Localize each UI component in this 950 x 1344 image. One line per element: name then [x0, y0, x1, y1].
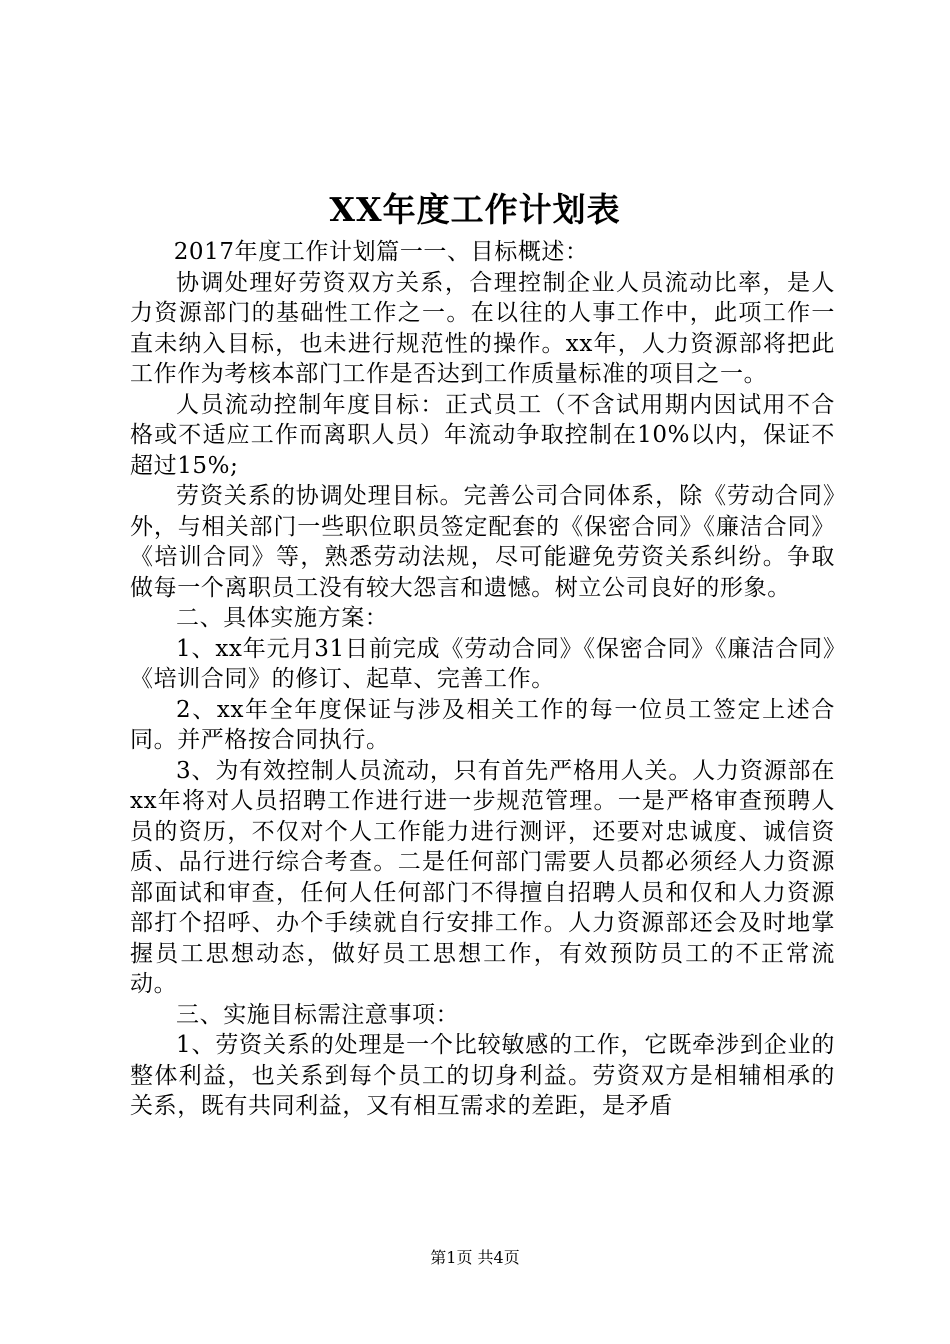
document-body — [130, 237, 835, 1122]
paragraph: 协调处理好劳资双方关系，合理控制企业人员流动比率，是人力资源部门的基础性工作之一。在以往的人事工作中，此项工作一直未纳入目标，也未进行规范性的操作。xx年，人力资源部将把此工作作为考核本部门工作是否达到工作质量标准的项目之一。 — [130, 269, 835, 387]
section-heading: 二、具体实施方案： — [176, 605, 389, 631]
paragraph: 劳资关系的协调处理目标。完善公司合同体系，除《劳动合同》外，与相关部门一些职位职员签定配套的《保密合同》《廉洁合同》《培训合同》等，熟悉劳动法规，尽可能避免劳资关系纠纷。争取做每一个离职员工没有较大怨言和遗憾。树立公司良好的形象。 — [130, 483, 835, 601]
list-item: 1、劳资关系的处理是一个比较敏感的工作，它既牵涉到企业的整体利益，也关系到每个员工的切身利益。劳资双方是相辅相承的关系，既有共同利益，又有相互需求的差距，是矛盾 — [130, 1032, 835, 1119]
list-item: 1、xx年元月31日前完成《劳动合同》《保密合同》《廉洁合同》《培训合同》的修订、起草、完善工作。 — [130, 635, 835, 692]
paragraph-intro: 2017年度工作计划篇一一、目标概述： — [173, 239, 589, 265]
document-title: XX年度工作计划表 — [329, 190, 621, 229]
paragraph: 人员流动控制年度目标：正式员工（不含试用期内因试用不合格或不适应工作而离职人员）年流动争取控制在10%以内，保证不超过15%; — [130, 391, 835, 479]
page-footer: 第1页 共4页 — [430, 1248, 520, 1267]
section-heading: 三、实施目标需注意事项： — [176, 1001, 460, 1028]
list-item: 2、xx年全年度保证与涉及相关工作的每一位员工签定上述合同。并严格按合同执行。 — [130, 696, 835, 753]
list-item: 3、为有效控制人员流动，只有首先严格用人关。人力资源部在xx年将对人员招聘工作进行进一步规范管理。一是严格审查预聘人员的资历，不仅对个人工作能力进行测评，还要对忠诚度、诚信资质、品行进行综合考查。二是任何部门需要人员都必须经人力资源部面试和审查，任何人任何部门不得擅自招聘人员和仅和人力资源部打个招呼、办个手续就自行安排工作。人力资源部还会及时地掌握员工思想动态，做好员工思想工作，有效预防员工的不正常流动。 — [130, 757, 835, 997]
